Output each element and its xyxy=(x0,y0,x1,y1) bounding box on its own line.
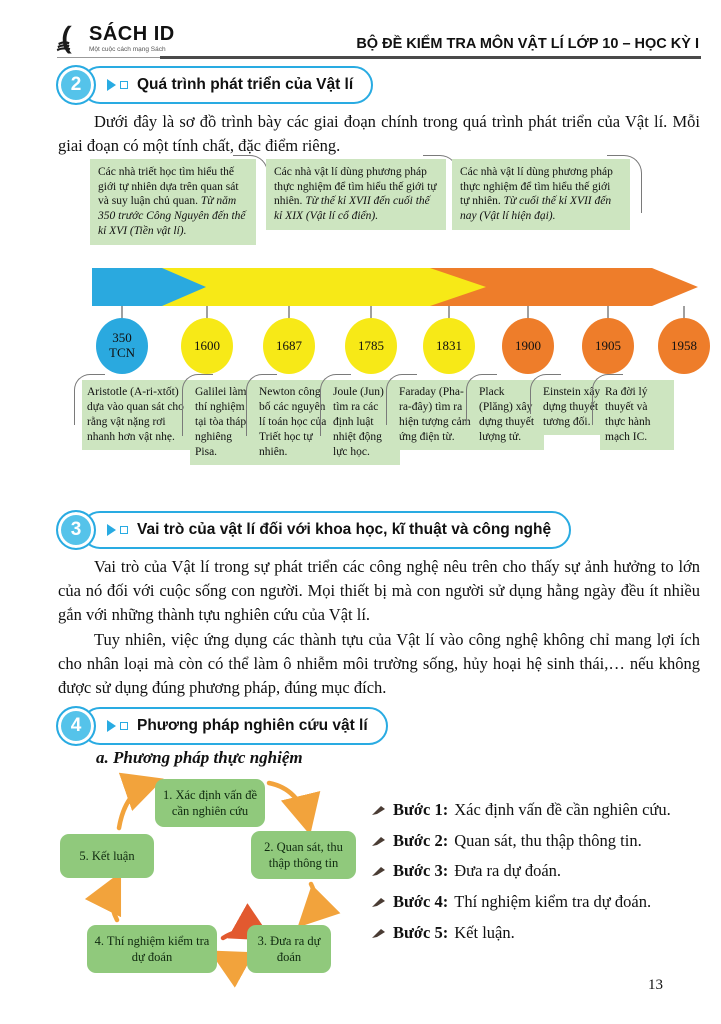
cycle-step-3: 3. Đưa ra dự đoán xyxy=(247,925,331,973)
event-text: Joule (Jun) tìm ra các định luật nhiệt động lực học. xyxy=(333,386,384,458)
callout-curve-icon xyxy=(530,374,561,414)
milestone-year: 1831 xyxy=(423,318,475,374)
step-label: Bước 3: xyxy=(393,861,449,881)
section-2-pill xyxy=(81,66,373,104)
logo-tagline: Một cuộc cách mạng Sách xyxy=(89,46,166,53)
step-label: Bước 5: xyxy=(393,922,449,942)
logo-title: SÁCH ID xyxy=(89,23,175,45)
section-3-pill xyxy=(81,511,571,549)
intro-paragraph: Dưới đây là sơ đồ trình bày các giai đoạn chính trong quá trình phát triển của Vật lí. Mỗi giai đoạn có một tính chất, đặc điểm riêng. xyxy=(58,112,700,155)
cycle-step-2: 2. Quan sát, thu thập thông tin xyxy=(251,831,356,879)
milestone-event xyxy=(600,380,674,450)
callout-curve-icon xyxy=(320,374,351,436)
arrow-step2-to-3 xyxy=(307,884,315,918)
pill-arrow-icon xyxy=(107,720,116,732)
timeline-stage-3 xyxy=(452,159,630,230)
arrow-step5-to-1 xyxy=(119,783,151,828)
timeline-stage-1 xyxy=(90,159,256,245)
section-3-paragraph-1: Vai trò của Vật lí trong sự phát triển các công nghệ nêu trên cho thấy sự ảnh hưởng to lớn của nó đối với cuộc sống con người. Mọi thiết bị mà con người sử dụng hằng ngày đều ít nhiều gắn với những thành tựu nghiên cứu của Vật lí. xyxy=(58,557,700,624)
section-3-paragraph-2: Tuy nhiên, việc ứng dụng các thành tựu của Vật lí vào công nghệ không chỉ mang lợi ích cho nhân loại mà còn có thể làm ô nhiễm môi trường sống, hủy hoại hệ sinh thái,… nếu không được sử dụng đúng phương pháp, đúng mục đích. xyxy=(58,630,700,697)
stage-3-desc: Các nhà vật lí dùng phương pháp thực nghiệm để tìm hiểu thế giới tự nhiên. xyxy=(460,166,613,208)
milestone-year: 350 TCN xyxy=(96,318,148,374)
timeline-arrow-band xyxy=(0,266,721,326)
section-4-heading xyxy=(56,706,388,746)
section-2-heading xyxy=(56,65,373,105)
logo-text xyxy=(89,24,175,53)
book-title: BỘ ĐỀ KIỂM TRA MÔN VẬT LÍ LỚP 10 – HỌC KỲ I xyxy=(356,36,699,52)
list-item xyxy=(372,861,702,882)
cycle-step-5: 5. Kết luận xyxy=(60,834,154,878)
list-item xyxy=(372,800,702,821)
stage-2-period: Từ thế kỉ XVII đến cuối thế kỉ XIX (Vật lí cổ điển). xyxy=(274,195,430,223)
callout-curve-icon xyxy=(592,374,623,425)
event-text: Einstein xây dựng thuyết tương đối. xyxy=(543,386,601,428)
stage-2-desc: Các nhà vật lí dùng phương pháp thực nghiệm để tìm hiểu thế giới tự nhiên. xyxy=(274,166,437,208)
callout-curve-icon xyxy=(233,155,268,224)
event-text: Ra đời lý thuyết và thực hành mạch IC. xyxy=(605,386,651,443)
milestone-year: 1785 xyxy=(345,318,397,374)
callout-curve-icon xyxy=(182,374,213,436)
pill-square-icon xyxy=(120,722,128,730)
step-text: Đưa ra dự đoán. xyxy=(454,861,562,881)
event-text: Galilei làm thí nghiệm tại tòa tháp nghiêng Pisa. xyxy=(195,386,247,458)
arrow-step4-to-5 xyxy=(111,884,117,920)
header-rule-thin xyxy=(57,57,160,58)
header-rule xyxy=(160,56,701,59)
pill-square-icon xyxy=(120,526,128,534)
milestone-event xyxy=(82,380,196,450)
cycle-step-4: 4. Thí nghiệm kiểm tra dự đoán xyxy=(87,925,217,973)
subsection-a-title: a. Phương pháp thực nghiệm xyxy=(96,748,303,767)
step-text: Xác định vấn đề cần nghiên cứu. xyxy=(454,800,671,819)
event-text: Faraday (Pha-ra-đây) tìm ra hiện tượng cảm ứng điện từ. xyxy=(399,386,471,443)
callout-curve-icon xyxy=(74,374,105,425)
pen-bullet-icon xyxy=(372,805,386,816)
milestone-year: 1687 xyxy=(263,318,315,374)
pill-arrow-icon xyxy=(107,79,116,91)
step-label: Bước 2: xyxy=(393,830,449,850)
steps-list xyxy=(372,800,702,953)
event-text: Newton công bố các nguyên lí toán học của Triết học tự nhiên. xyxy=(259,386,327,458)
pill-square-icon xyxy=(120,81,128,89)
callout-curve-icon xyxy=(246,374,277,436)
list-item xyxy=(372,831,702,852)
pen-bullet-icon xyxy=(372,836,386,847)
publisher-logo xyxy=(56,24,175,56)
section-4-number: 4 xyxy=(56,706,96,746)
pill-arrow-icon xyxy=(107,524,116,536)
section-3-number: 3 xyxy=(56,510,96,550)
pen-bullet-icon xyxy=(372,897,386,908)
stage-1-period: Từ năm 350 trước Công Nguyên đến thế kỉ XVI (Tiền vật lí). xyxy=(98,195,246,237)
step-text: Quan sát, thu thập thông tin. xyxy=(454,830,642,850)
list-item xyxy=(372,892,702,913)
callout-curve-icon xyxy=(466,374,497,425)
section-2-number: 2 xyxy=(56,65,96,105)
section-4-title: Phương pháp nghiên cứu vật lí xyxy=(137,717,368,734)
section-3-title: Vai trò của vật lí đối với khoa học, kĩ thuật và công nghệ xyxy=(137,521,552,538)
book-logo-icon xyxy=(56,24,86,56)
milestone-year: 1600 xyxy=(181,318,233,374)
milestone-year: 1905 xyxy=(582,318,634,374)
arrow-step1-to-2 xyxy=(269,783,307,822)
milestone-year: 1958 xyxy=(658,318,710,374)
event-text: Plack (Plăng) xây dựng thuyết lượng tử. xyxy=(479,386,535,443)
page-number: 13 xyxy=(648,977,663,993)
callout-curve-icon xyxy=(607,155,642,213)
pen-bullet-icon xyxy=(372,866,386,877)
stage-3-period: Từ cuối thế kỉ XVII đến nay (Vật lí hiện đại). xyxy=(460,195,612,223)
step-label: Bước 1: xyxy=(393,800,449,819)
callout-curve-icon xyxy=(386,374,417,425)
event-text: Aristotle (A-ri-xtốt) dựa vào quan sát cho rằng vật nặng rơi nhanh hơn vật nhẹ. xyxy=(87,386,184,443)
step-text: Thí nghiệm kiểm tra dự đoán. xyxy=(454,891,652,911)
section-4-pill xyxy=(81,707,388,745)
step-text: Kết luận. xyxy=(454,922,515,942)
list-item xyxy=(372,923,702,944)
section-2-title: Quá trình phát triển của Vật lí xyxy=(137,76,354,93)
step-label: Bước 4: xyxy=(393,891,449,911)
pen-bullet-icon xyxy=(372,928,386,939)
section-3-heading xyxy=(56,510,571,550)
cycle-step-1: 1. Xác định vấn đề cần nghiên cứu xyxy=(155,779,265,827)
stage-1-desc: Các nhà triết học tìm hiểu thế giới tự nhiên dựa trên quan sát và suy luận chủ quan. xyxy=(98,166,239,208)
timeline-stage-2 xyxy=(266,159,446,230)
milestone-year: 1900 xyxy=(502,318,554,374)
